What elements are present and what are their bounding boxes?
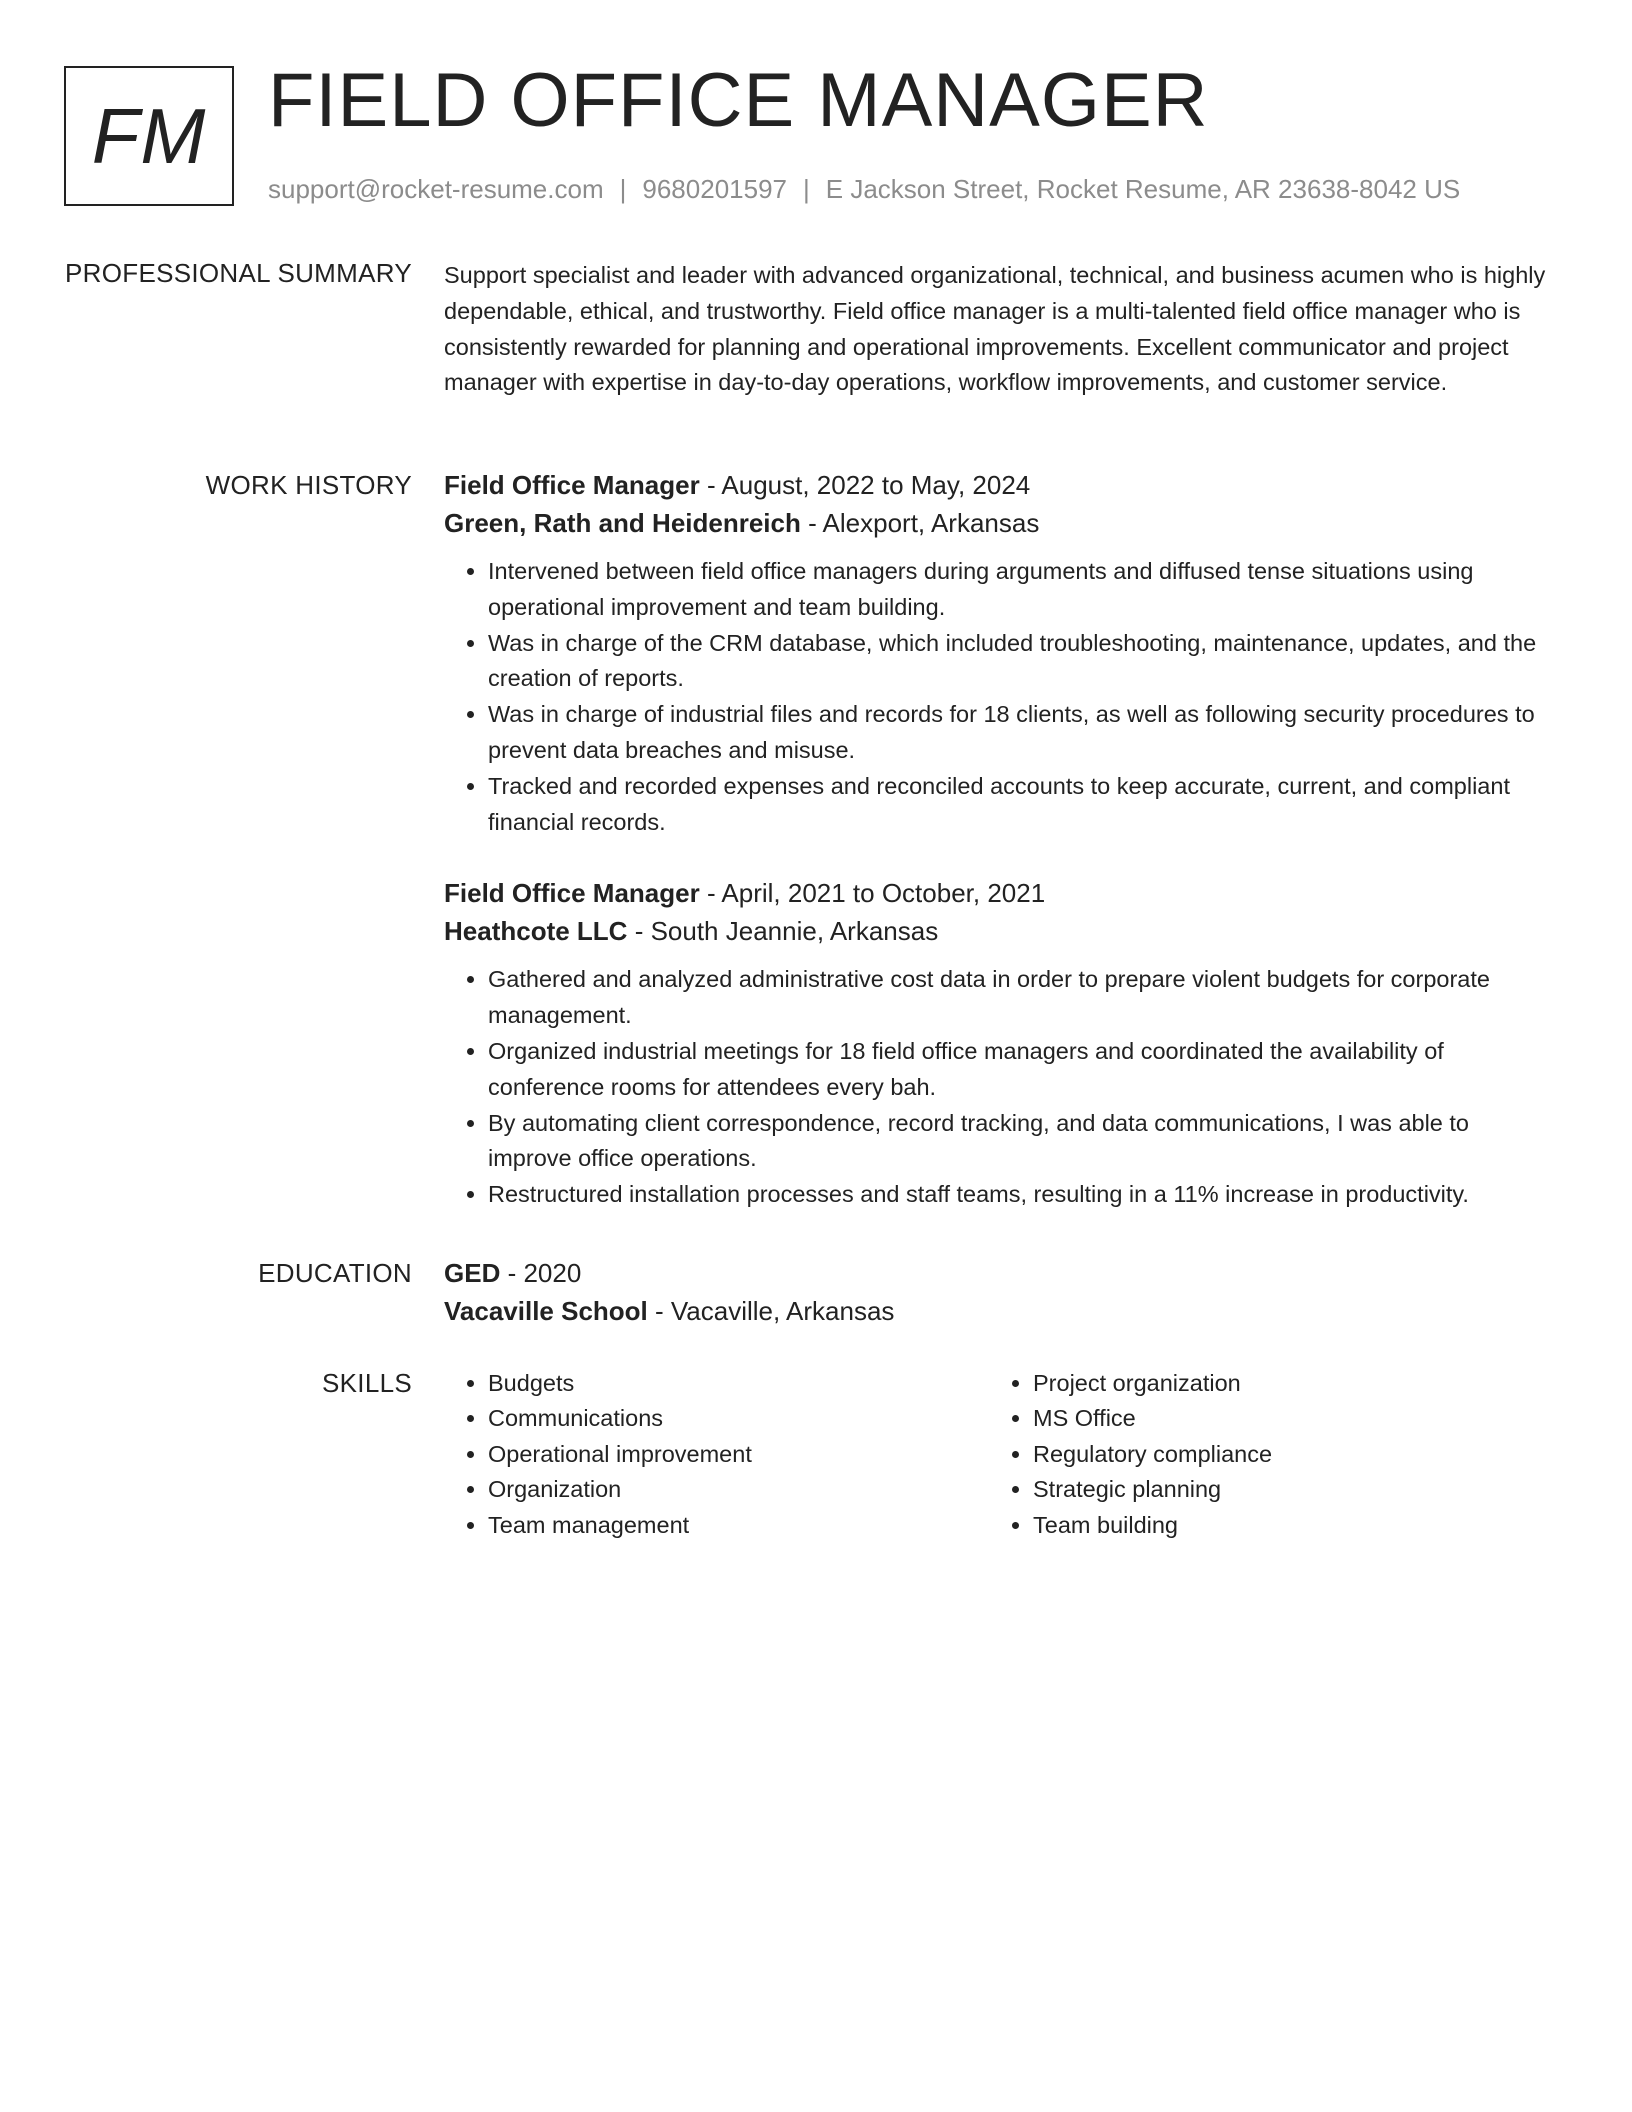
job-bullets bbox=[444, 554, 1559, 840]
job-company-line bbox=[444, 504, 1559, 542]
education-school: Vacaville School bbox=[444, 1296, 648, 1326]
contact-email: support@rocket-resume.com bbox=[268, 174, 604, 204]
job-dates: - April, 2021 to October, 2021 bbox=[699, 878, 1046, 909]
skill-item: • Budgets bbox=[488, 1366, 989, 1401]
skill-item: • Team management bbox=[488, 1508, 989, 1543]
work-history-body bbox=[444, 466, 1559, 1213]
education-body bbox=[444, 1254, 1559, 1330]
education-degree-line bbox=[444, 1254, 1559, 1292]
skill-item: • Communications bbox=[488, 1401, 989, 1436]
contact-line bbox=[268, 172, 1460, 206]
contact-phone: 9680201597 bbox=[642, 174, 787, 204]
education-location: - Vacaville, Arkansas bbox=[647, 1296, 895, 1326]
skills-column-right bbox=[989, 1366, 1534, 1543]
education-school-line bbox=[444, 1292, 1559, 1330]
education-heading: EDUCATION bbox=[258, 1258, 412, 1288]
job-company: Heathcote LLC bbox=[444, 916, 628, 947]
contact-separator: | bbox=[619, 174, 627, 204]
candidate-title: FIELD OFFICE MANAGER bbox=[268, 58, 1209, 143]
job-entry bbox=[444, 874, 1559, 1213]
job-company-line bbox=[444, 912, 1559, 950]
skills-body bbox=[444, 1366, 1559, 1543]
education-degree: GED bbox=[444, 1258, 501, 1288]
skills-column-left bbox=[444, 1366, 989, 1543]
job-entry bbox=[444, 466, 1559, 840]
job-location: - South Jeannie, Arkansas bbox=[627, 916, 939, 947]
skill-item: • Strategic planning bbox=[1033, 1472, 1534, 1507]
skill-item: • Organization bbox=[488, 1472, 989, 1507]
job-position: Field Office Manager bbox=[444, 470, 700, 500]
job-bullet: • Was in charge of the CRM database, which included troubleshooting, maintenance, updates, and the creation of reports. bbox=[488, 626, 1559, 698]
contact-address: E Jackson Street, Rocket Resume, AR 23638-8042 US bbox=[825, 174, 1461, 204]
job-bullet: • Restructured installation processes and staff teams, resulting in a 11% increase in productivity. bbox=[488, 1177, 1559, 1213]
job-bullets bbox=[444, 962, 1559, 1213]
job-position: Field Office Manager bbox=[444, 878, 700, 909]
job-title-line bbox=[444, 466, 1559, 504]
work-history-heading: WORK HISTORY bbox=[205, 470, 412, 500]
job-bullet: • Gathered and analyzed administrative cost data in order to prepare violent budgets for corporate management. bbox=[488, 962, 1559, 1034]
skill-item: • Operational improvement bbox=[488, 1437, 989, 1472]
job-title-line bbox=[444, 874, 1559, 912]
job-bullet: • Organized industrial meetings for 18 field office managers and coordinated the availability of conference rooms for attendees every bah. bbox=[488, 1034, 1559, 1106]
summary-text: Support specialist and leader with advanced organizational, technical, and business acumen who is highly dependable, ethical, and trustworthy. Field office manager is a multi-talented field office manager who is consistently rewarded for planning and operational improvements. Excellent communicator and project manager with expertise in day-to-day operations, workflow improvements, and customer service. bbox=[444, 262, 1546, 396]
job-bullet: • Intervened between field office managers during arguments and diffused tense situations using operational improvement and team building. bbox=[488, 554, 1559, 626]
monogram-logo: FM bbox=[64, 66, 234, 206]
job-location: - Alexport, Arkansas bbox=[800, 508, 1040, 538]
skills-heading: SKILLS bbox=[322, 1368, 412, 1398]
contact-separator: | bbox=[803, 174, 810, 204]
job-bullet: • By automating client correspondence, record tracking, and data communications, I was able to improve office operations. bbox=[488, 1106, 1559, 1178]
job-company: Green, Rath and Heidenreich bbox=[444, 508, 801, 538]
job-bullet: • Tracked and recorded expenses and reconciled accounts to keep accurate, current, and compliant financial records. bbox=[488, 769, 1559, 841]
education-year: - 2020 bbox=[500, 1258, 582, 1288]
job-bullet: • Was in charge of industrial files and records for 18 clients, as well as following security procedures to prevent data breaches and misuse. bbox=[488, 697, 1559, 769]
skill-item: • MS Office bbox=[1033, 1401, 1534, 1436]
skill-item: • Regulatory compliance bbox=[1033, 1437, 1534, 1472]
skill-item: • Project organization bbox=[1033, 1366, 1534, 1401]
job-dates: - August, 2022 to May, 2024 bbox=[699, 470, 1031, 500]
summary-heading: PROFESSIONAL SUMMARY bbox=[65, 258, 412, 288]
summary-body bbox=[444, 258, 1559, 401]
skills-grid bbox=[444, 1366, 1559, 1543]
skill-item: • Team building bbox=[1033, 1508, 1534, 1543]
